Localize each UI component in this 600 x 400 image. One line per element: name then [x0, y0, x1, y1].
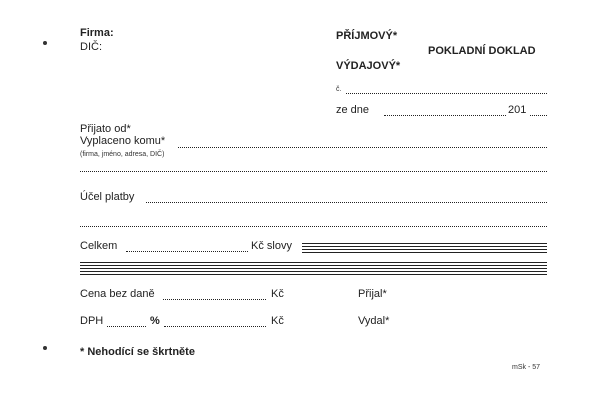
margin-bullet-top	[43, 41, 47, 45]
form-code: mSk - 57	[512, 364, 541, 371]
ucel-platby-line-2[interactable]	[80, 226, 547, 227]
cena-bez-dane-label: Cena bez daně	[80, 288, 155, 300]
vyplaceno-line-2[interactable]	[80, 171, 547, 172]
cislo-label: č.	[336, 86, 342, 93]
celkem-kc-slovy-label: Kč slovy	[251, 240, 292, 252]
cena-bez-dane-field[interactable]	[163, 299, 266, 300]
dph-percent: %	[150, 315, 160, 327]
cena-kc-label: Kč	[271, 288, 284, 300]
prijal-label: Přijal*	[358, 288, 387, 300]
prijato-od-label: Přijato od*	[80, 123, 131, 135]
vydal-label: Vydal*	[358, 315, 390, 327]
ze-dne-label: ze dne	[336, 104, 370, 116]
year-suffix-field[interactable]	[530, 115, 547, 116]
kc-slovy-hatched-area	[302, 243, 547, 255]
dph-label: DPH	[80, 315, 104, 327]
dph-rate-field[interactable]	[107, 326, 146, 327]
cislo-field[interactable]	[346, 93, 547, 94]
vyplaceno-komu-label: Vyplaceno komu*	[80, 135, 166, 147]
margin-bullet-bottom	[43, 346, 47, 350]
ucel-platby-label: Účel platby	[80, 191, 135, 203]
vydajovy-label: VÝDAJOVÝ*	[336, 60, 401, 72]
firma-label: Firma:	[80, 27, 114, 39]
dic-label: DIČ:	[80, 41, 102, 53]
vyplaceno-hint: (firma, jméno, adresa, DIČ)	[80, 151, 165, 158]
year-prefix: 201	[508, 104, 527, 116]
ucel-platby-field[interactable]	[146, 202, 547, 203]
ze-dne-field[interactable]	[384, 115, 506, 116]
dph-kc-label: Kč	[271, 315, 284, 327]
celkem-field[interactable]	[126, 251, 248, 252]
celkem-label: Celkem	[80, 240, 118, 252]
dph-amount-field[interactable]	[164, 326, 266, 327]
prijmovy-label: PŘÍJMOVÝ*	[336, 30, 398, 42]
vyplaceno-komu-field[interactable]	[178, 147, 547, 148]
footer-note: * Nehodící se škrtněte	[80, 346, 195, 358]
pokladni-doklad-title: POKLADNÍ DOKLAD	[428, 45, 536, 57]
hatched-separator-band	[80, 262, 547, 276]
